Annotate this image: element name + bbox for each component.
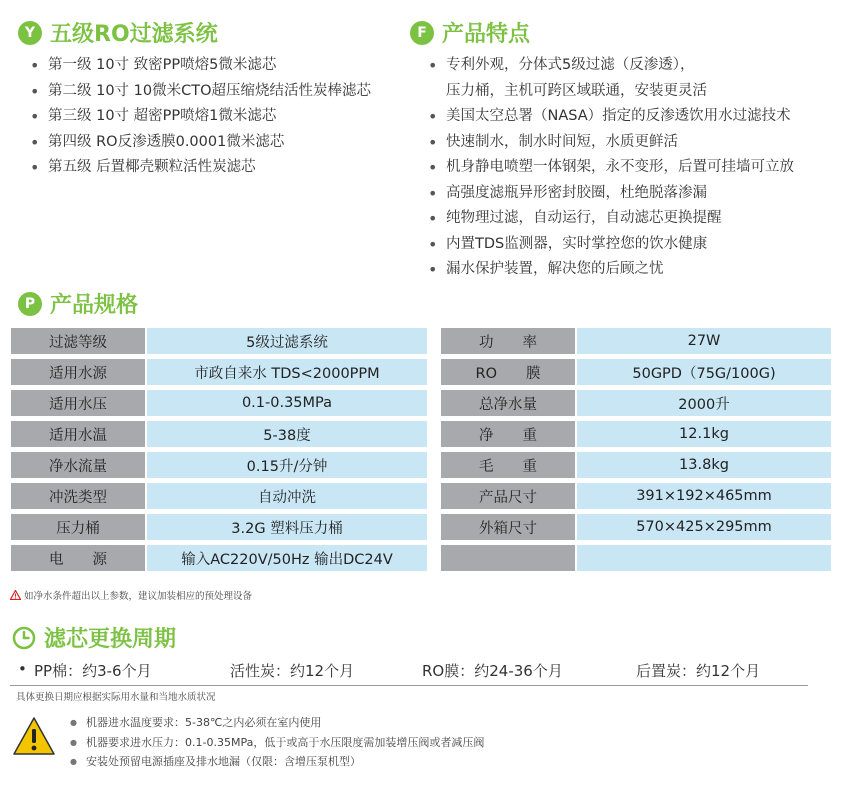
spec-value: 13.8kg <box>576 451 832 479</box>
spec-value: 3.2G 塑料压力桶 <box>146 513 428 541</box>
spec-value: 0.15升/分钟 <box>146 451 428 479</box>
spec-value: 自动冲洗 <box>146 482 428 510</box>
feature-item: 压力桶，主机可跨区域联通，安装更灵活 <box>446 82 707 99</box>
cycle-bullet: • <box>18 660 27 678</box>
spec-row <box>10 389 832 417</box>
cycle-item-post-carbon: 后置炭：约12个月 <box>636 662 761 680</box>
features-list <box>420 53 842 283</box>
spec-label: 产品尺寸 <box>440 482 576 510</box>
clock-icon <box>12 626 36 650</box>
spec-row <box>10 358 832 386</box>
filtration-heading <box>18 17 218 48</box>
spec-label: 压力桶 <box>10 513 146 541</box>
spec-value <box>576 544 832 572</box>
spec-value: 391×192×465mm <box>576 482 832 510</box>
spec-value: 2000升 <box>576 389 832 417</box>
cycle-note: 具体更换日期应根据实际用水量和当地水质状况 <box>16 692 216 703</box>
spec-row <box>10 420 832 448</box>
cycle-title: 滤芯更换周期 <box>44 627 177 652</box>
spec-label: RO 膜 <box>440 358 576 386</box>
spec-label: 毛 重 <box>440 451 576 479</box>
spec-value: 12.1kg <box>576 420 832 448</box>
filtration-item: • 第二级 10寸 10微米CTO超压缩烧结活性炭棒滤芯 <box>22 79 371 105</box>
feature-item: • 内置TDS监测器，实时掌控您的饮水健康 <box>420 232 842 258</box>
filtration-item: • 第一级 10寸 致密PP喷熔5微米滤芯 <box>22 53 371 79</box>
feature-item: • 机身静电喷塑一体钢架，永不变形，后置可挂墙可立放 <box>420 155 842 181</box>
filtration-list <box>22 53 371 181</box>
spec-label: 适用水温 <box>10 420 146 448</box>
spec-value: 输入AC220V/50Hz 输出DC24V <box>146 544 428 572</box>
filtration-item: • 第五级 后置椰壳颗粒活性炭滤芯 <box>22 155 371 181</box>
p-badge-icon: P <box>18 292 42 316</box>
cycle-list <box>18 660 808 681</box>
specs-heading <box>18 288 138 319</box>
feature-item: • 高强度滤瓶异形密封胶圈，杜绝脱落渗漏 <box>420 181 842 207</box>
spec-value: 0.1-0.35MPa <box>146 389 428 417</box>
feature-item: • 纯物理过滤，自动运行，自动滤芯更换提醒 <box>420 206 842 232</box>
cycle-item-ro: RO膜：约24-36个月 <box>422 662 563 680</box>
spec-label: 总净水量 <box>440 389 576 417</box>
spec-row <box>10 482 832 510</box>
warning-item: ● 机器要求进水压力：0.1-0.35MPa，低于或高于水压限度需加装增压阀或者减压阀 <box>70 733 484 753</box>
spec-row <box>10 544 832 572</box>
spec-label: 冲洗类型 <box>10 482 146 510</box>
feature-item: • 快速制水，制水时间短，水质更鲜活 <box>420 130 842 156</box>
spec-note-text: 如净水条件超出以上参数，建议加装相应的预处理设备 <box>24 591 253 602</box>
warning-item: ● 机器进水温度要求：5-38℃之内必须在室内使用 <box>70 713 484 733</box>
spec-label: 净水流量 <box>10 451 146 479</box>
spec-value: 570×425×295mm <box>576 513 832 541</box>
spec-table <box>10 327 832 575</box>
warning-list <box>70 713 484 772</box>
spec-label <box>440 544 576 572</box>
spec-row <box>10 327 832 355</box>
feature-item: • 专利外观，分体式5级过滤（反渗透）， <box>420 53 842 79</box>
spec-note <box>10 588 252 602</box>
filtration-item: • 第四级 RO反渗透膜0.0001微米滤芯 <box>22 130 371 156</box>
spec-label: 过滤等级 <box>10 327 146 355</box>
cycle-item-carbon: 活性炭：约12个月 <box>230 662 355 680</box>
y-badge-icon: Y <box>18 21 42 45</box>
cycle-heading <box>12 622 176 653</box>
features-title: 产品特点 <box>442 22 531 47</box>
feature-item: • 美国太空总署（NASA）指定的反渗透饮用水过滤技术 <box>420 104 842 130</box>
cycle-item-pp: PP棉：约3-6个月 <box>34 662 152 680</box>
spec-value: 50GPD（75G/100G) <box>576 358 832 386</box>
divider <box>10 685 808 686</box>
filtration-item: • 第三级 10寸 超密PP喷熔1微米滤芯 <box>22 104 371 130</box>
spec-value: 5-38度 <box>146 420 428 448</box>
filtration-title: 五级RO过滤系统 <box>50 22 218 47</box>
spec-row <box>10 513 832 541</box>
spec-value: 27W <box>576 327 832 355</box>
features-heading <box>410 17 530 48</box>
spec-label: 适用水压 <box>10 389 146 417</box>
feature-item: • 漏水保护装置，解决您的后顾之忧 <box>420 257 842 283</box>
warning-item: ● 安装处预留电源插座及排水地漏（仅限：含增压泵机型） <box>70 752 484 772</box>
spec-label: 电 源 <box>10 544 146 572</box>
spec-label: 净 重 <box>440 420 576 448</box>
f-badge-icon: F <box>410 21 434 45</box>
spec-row <box>10 451 832 479</box>
warning-small-icon <box>10 590 21 600</box>
spec-label: 外箱尺寸 <box>440 513 576 541</box>
spec-value: 市政自来水 TDS<2000PPM <box>146 358 428 386</box>
specs-title: 产品规格 <box>50 293 139 318</box>
spec-label: 适用水源 <box>10 358 146 386</box>
spec-label: 功 率 <box>440 327 576 355</box>
spec-value: 5级过滤系统 <box>146 327 428 355</box>
warning-triangle-icon <box>12 716 56 756</box>
